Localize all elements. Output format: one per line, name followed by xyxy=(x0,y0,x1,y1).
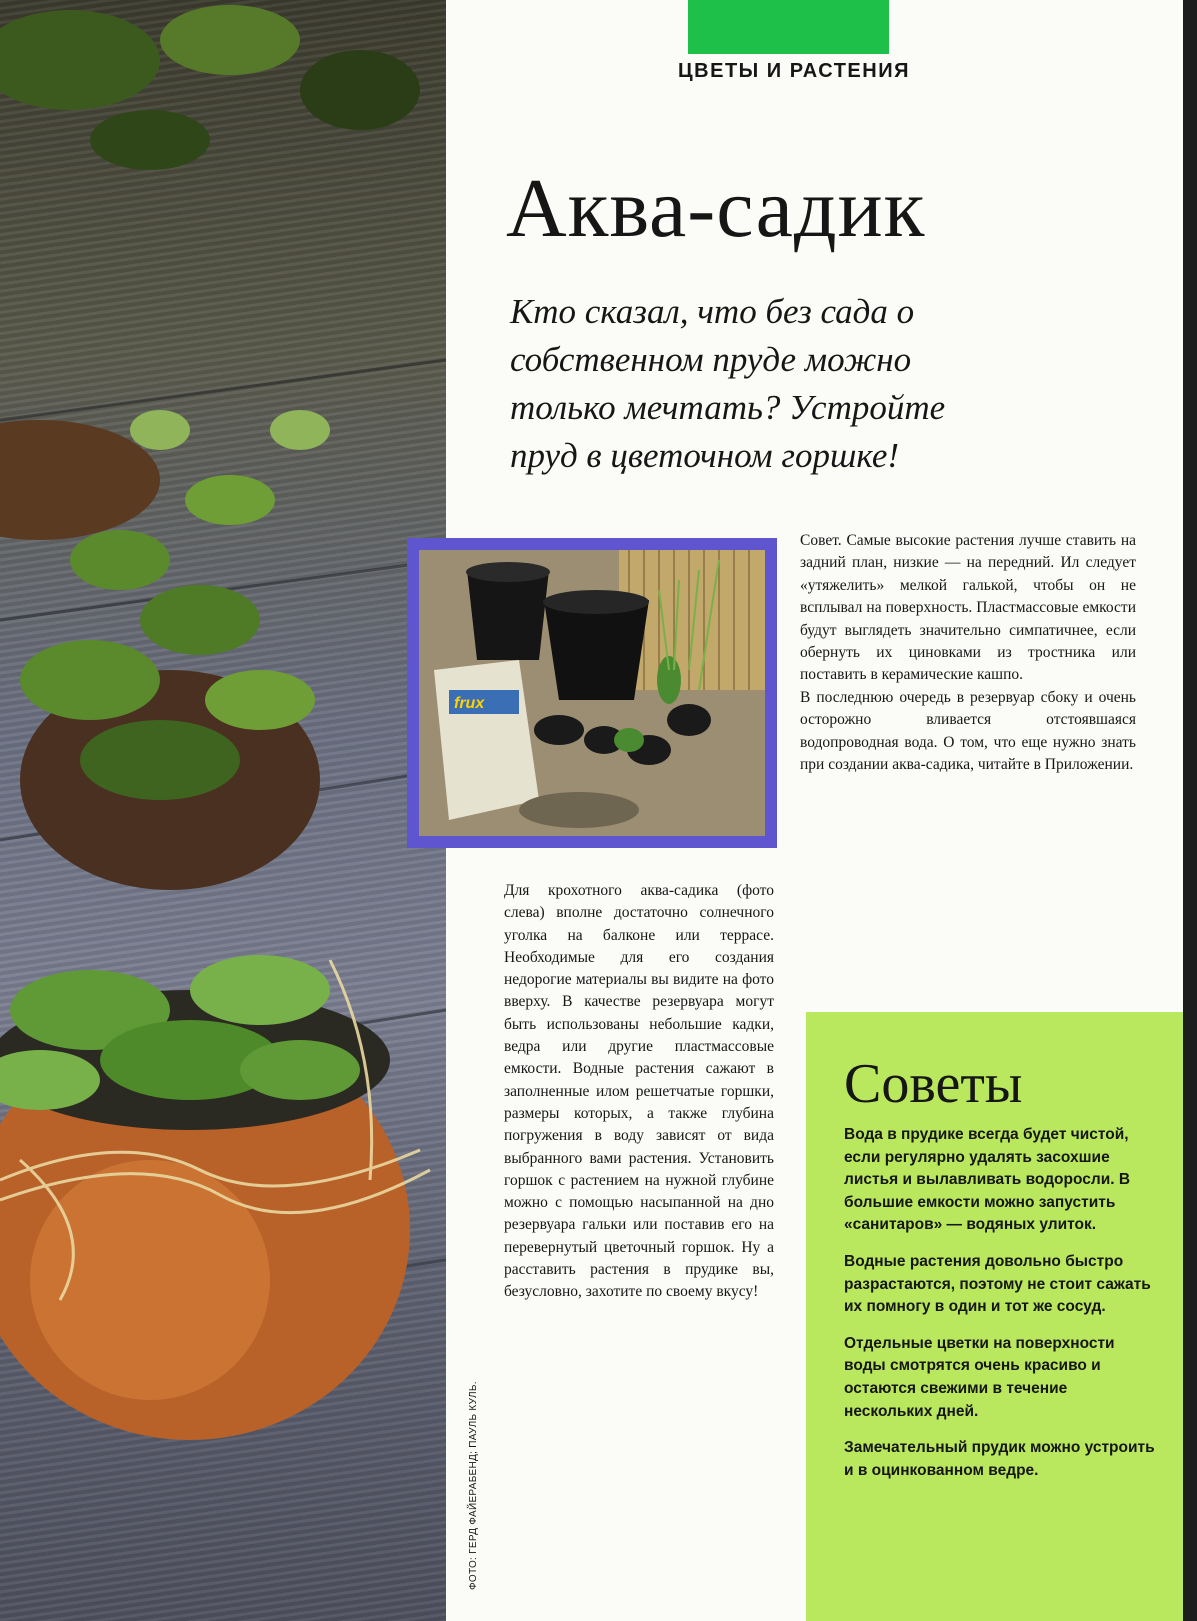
article-title: Аква-садик xyxy=(506,162,926,255)
tip-item: Вода в прудике всегда будет чистой, если регулярно удалять засохшие листья и вылавливать водоросли. В большие емкости можно запустить «санитаров» — водяных улиток. xyxy=(844,1126,1131,1234)
tips-title: Советы xyxy=(844,1053,1023,1115)
section-color-tab xyxy=(688,0,889,54)
tip-item: Отдельные цветки на поверхности воды смотрятся очень красиво и остаются свежими в течение нескольких дней. xyxy=(844,1334,1115,1420)
plants-photo xyxy=(0,0,446,1621)
materials-photo-content xyxy=(419,550,765,836)
bag-brand-text: frux xyxy=(454,695,485,712)
section-label: ЦВЕТЫ И РАСТЕНИЯ xyxy=(678,60,910,82)
tip-item: Замечательный прудик можно устроить и в оцинкованном ведре. xyxy=(844,1439,1155,1479)
materials-photo xyxy=(407,538,777,848)
article-lead: Кто сказал, что без сада о собственном пруде можно только мечтать? Устройте пруд в цветочном горшке! xyxy=(510,292,946,475)
materials-illustration xyxy=(419,550,765,836)
plants-photo-illustration xyxy=(0,0,446,1621)
tip-item: Водные растения довольно быстро разрастаются, поэтому не стоит сажать их помногу в один и тот же сосуд. xyxy=(844,1252,1151,1316)
photo-credit: ФОТО: ГЕРД ФАЙЕРАБЕНД; ПАУЛЬ КУЛЬ. xyxy=(468,1381,479,1590)
page-edge xyxy=(1183,0,1197,1621)
tip-paragraph: Совет. Самые высокие растения лучше ставить на задний план, низкие — на передний. Ил следует «утяжелить» мелкой галькой, чтобы он не всплывал на поверхность. Пластмассовые емкости будут выглядеть значительно симпатичнее, если обернуть их циновками из тростника или поставить в керамические кашпо. В последнюю очередь в резервуар сбоку и очень осторожно вливается отстоявшаяся водопроводная вода. О том, что еще нужно знать при создании аква-садика, читайте в Приложении. xyxy=(800,532,1136,774)
tips-box xyxy=(806,1012,1183,1621)
body-paragraph: Для крохотного аква-садика (фото слева) вполне достаточно солнечного уголка на балконе или террасе. Необходимые для его создания недорогие материалы вы видите на фото вверху. В качестве резервуара могут быть использованы небольшие кадки, ведра или другие пластмассовые емкости. Водные растения сажают в заполненные илом решетчатые горшки, размеры которых, а также глубина погружения в воду зависят от вида выбранного вами растения. Установить горшок с растением на нужной глубине можно с помощью насыпанной на дно резервуара гальки или поставив его на перевернутый цветочный горшок. Ну а расставить растения в прудике вы, безусловно, захотите по своему вкусу! xyxy=(504,882,774,1301)
